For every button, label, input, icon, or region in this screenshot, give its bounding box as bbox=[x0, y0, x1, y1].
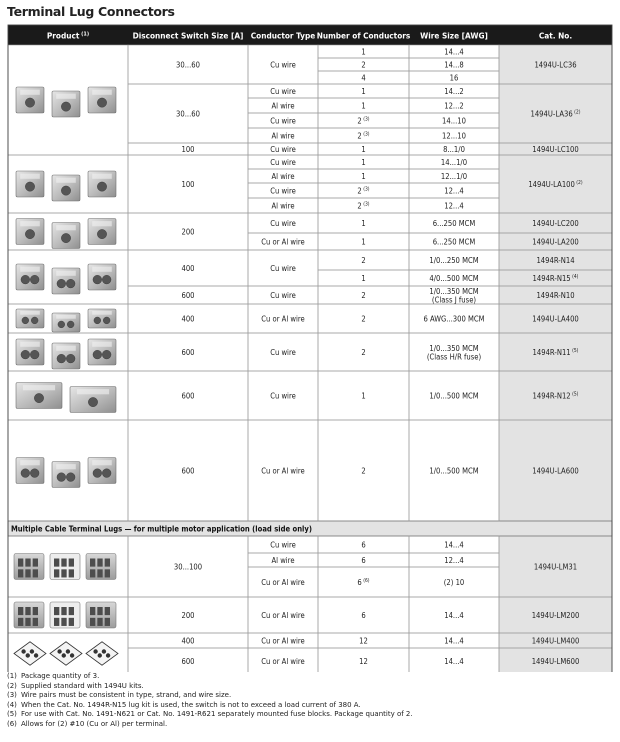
cat-no-value: 1494U-LM31 bbox=[533, 562, 578, 572]
wire-size-value: 14...2 bbox=[444, 86, 464, 96]
num-conductors-value: 2 bbox=[361, 60, 366, 70]
wire-size-value: 8...1/0 bbox=[443, 144, 465, 154]
wire-size-value: 1/0...250 MCM bbox=[429, 255, 479, 265]
footnotes bbox=[7, 672, 615, 730]
product-image-lm400-lm600 bbox=[14, 642, 118, 665]
conductor-type-value: Cu wire bbox=[270, 391, 296, 401]
footnote-text: For use with Cat. No. 1491-N621 or Cat. No. 1491-R621 separately mounted fuse blocks. Package quantity of 2. bbox=[21, 710, 413, 719]
footnote-text: When the Cat. No. 1494R-N15 lug kit is used, the switch is not to exceed a load current of 380 A. bbox=[21, 700, 361, 709]
wire-size-value-line2: (Class J fuse) bbox=[431, 295, 477, 305]
wire-size-value: 14...4 bbox=[444, 540, 464, 550]
switch-size-value: 200 bbox=[181, 610, 195, 620]
cat-no-value: 1494U-LC100 bbox=[532, 144, 579, 154]
cat-no-value: 1494U-LM600 bbox=[531, 656, 580, 666]
wire-size-value: 6 AWG...300 MCM bbox=[423, 314, 485, 324]
header-switch-size: Disconnect Switch Size [A] bbox=[132, 30, 244, 41]
conductor-type-value: Cu wire bbox=[270, 157, 296, 167]
num-conductors-value: 1 bbox=[361, 237, 366, 247]
num-conductors-value-footnote-ref: (3) bbox=[361, 201, 370, 208]
num-conductors-value: 2 $^{(3)}$ bbox=[357, 201, 370, 211]
conductor-type-value: Cu or Al wire bbox=[261, 577, 305, 587]
wire-size-value: 12...4 bbox=[444, 555, 464, 565]
conductor-type-value: Cu wire bbox=[270, 60, 296, 70]
num-conductors-value: 12 bbox=[359, 636, 368, 646]
wire-size-value: 14...10 bbox=[442, 116, 466, 126]
num-conductors-value: 1 bbox=[361, 171, 366, 181]
cat-no-value-footnote-ref: (5) bbox=[570, 347, 579, 354]
wire-size-value: 1/0...350 MCM bbox=[429, 287, 479, 296]
cat-no-value: 1494R-N11 $^{(5)}$ bbox=[532, 347, 579, 357]
product-image-n11 bbox=[16, 339, 116, 369]
wire-size-value: 4/0...500 MCM bbox=[429, 273, 479, 283]
conductor-type-value: Al wire bbox=[271, 131, 295, 141]
switch-size-value: 100 bbox=[181, 179, 195, 189]
num-conductors-value-footnote-ref: (3) bbox=[361, 186, 370, 193]
num-conductors-value: 6 bbox=[361, 610, 366, 620]
wire-size-value: 1/0...500 MCM bbox=[429, 466, 479, 476]
header-conductor-type: Conductor Type bbox=[250, 30, 316, 41]
num-conductors-value: 2 bbox=[361, 290, 366, 300]
num-conductors-value: 6 bbox=[361, 540, 366, 550]
footnote-item bbox=[7, 701, 615, 711]
wire-size-value: 14...4 bbox=[444, 636, 464, 646]
footnote-number: (6) bbox=[7, 719, 17, 728]
num-conductors-value: 1 bbox=[361, 157, 366, 167]
switch-size-value: 600 bbox=[181, 466, 195, 476]
product-image-lc36-la36-lc100 bbox=[16, 87, 116, 117]
footnote-text: Package quantity of 3. bbox=[21, 672, 100, 680]
num-conductors-value: 1 bbox=[361, 218, 366, 228]
footnote-item bbox=[7, 710, 615, 720]
switch-size-value: 30...60 bbox=[176, 60, 200, 70]
cat-no-value-footnote-ref: (2) bbox=[574, 179, 583, 186]
conductor-type-value: Cu wire bbox=[270, 86, 296, 96]
section-title-multiple-cable: Multiple Cable Terminal Lugs — for multiple motor application (load side only) bbox=[11, 524, 312, 534]
cat-no-value: 1494U-LA36 $^{(2)}$ bbox=[530, 109, 581, 119]
conductor-type-value: Cu or Al wire bbox=[261, 466, 305, 476]
num-conductors-value-footnote-ref: (3) bbox=[361, 131, 370, 138]
num-conductors-value-footnote-ref: (3) bbox=[361, 116, 370, 123]
num-conductors-value: 6 bbox=[361, 555, 366, 565]
cat-no-value: 1494U-LA200 bbox=[532, 237, 579, 247]
cat-no-value-footnote-ref: (4) bbox=[570, 273, 579, 280]
product-image-lc200-la200 bbox=[16, 219, 116, 249]
conductor-type-value: Al wire bbox=[271, 171, 295, 181]
conductor-type-value: Cu wire bbox=[270, 263, 296, 273]
num-conductors-value: 2 bbox=[361, 466, 366, 476]
conductor-type-value: Cu wire bbox=[270, 290, 296, 300]
wire-size-value: 14...4 bbox=[444, 47, 464, 57]
cat-no-value: 1494U-LA100 $^{(2)}$ bbox=[528, 179, 583, 189]
conductor-type-value: Cu wire bbox=[270, 540, 296, 550]
switch-size-value: 400 bbox=[181, 314, 195, 324]
num-conductors-value: 2 $^{(3)}$ bbox=[357, 131, 370, 141]
num-conductors-value: 2 $^{(3)}$ bbox=[357, 116, 370, 126]
num-conductors-value: 6 $^{(6)}$ bbox=[357, 577, 370, 587]
product-image-n12 bbox=[16, 383, 116, 413]
cat-no-value: 1494R-N15 $^{(4)}$ bbox=[532, 273, 579, 283]
conductor-type-value: Cu wire bbox=[270, 186, 296, 196]
product-image-la600 bbox=[16, 458, 116, 488]
conductor-type-value: Cu wire bbox=[270, 347, 296, 357]
switch-size-value: 600 bbox=[181, 347, 195, 357]
cat-no-value: 1494U-LC200 bbox=[532, 218, 579, 228]
wire-size-value: 12...4 bbox=[444, 201, 464, 211]
switch-size-value: 30...100 bbox=[173, 562, 203, 572]
conductor-type-value: Cu wire bbox=[270, 116, 296, 126]
footnote-number: (3) bbox=[7, 691, 17, 700]
wire-size-value: 14...4 bbox=[444, 610, 464, 620]
switch-size-value: 200 bbox=[181, 227, 195, 237]
product-image-la400 bbox=[16, 309, 116, 332]
header-num-conductors: Number of Conductors bbox=[316, 30, 411, 41]
switch-size-value: 600 bbox=[181, 290, 195, 300]
wire-size-value: 16 bbox=[449, 73, 459, 83]
wire-size-value: 14...8 bbox=[444, 60, 464, 70]
wire-size-value: 1/0...350 MCM bbox=[429, 344, 479, 353]
cat-no-value: 1494R-N14 bbox=[536, 255, 575, 265]
footnote-item bbox=[7, 720, 615, 730]
cat-no-value: 1494R-N10 bbox=[536, 290, 575, 300]
footnote-text: Wire pairs must be consistent in type, strand, and wire size. bbox=[21, 691, 232, 700]
cat-no-value-footnote-ref: (2) bbox=[572, 109, 581, 116]
wire-size-value: 12...1/0 bbox=[440, 171, 468, 181]
conductor-type-value: Cu wire bbox=[270, 144, 296, 154]
num-conductors-value: 4 bbox=[361, 73, 366, 83]
conductor-type-value: Cu or Al wire bbox=[261, 610, 305, 620]
footnote-item bbox=[7, 672, 615, 682]
footnote-item bbox=[7, 691, 615, 701]
footnote-number: (4) bbox=[7, 700, 17, 709]
wire-size-value: 1/0...500 MCM bbox=[429, 391, 479, 401]
cat-no-value: 1494U-LC36 bbox=[534, 60, 577, 70]
product-image-n14-n15-n10 bbox=[16, 264, 116, 294]
wire-size-value: 12...10 bbox=[442, 131, 466, 141]
switch-size-value: 30...60 bbox=[176, 109, 200, 119]
footnote-item bbox=[7, 682, 615, 692]
num-conductors-value: 2 bbox=[361, 255, 366, 265]
conductor-type-value: Cu or Al wire bbox=[261, 237, 305, 247]
wire-size-value-line2: (Class H/R fuse) bbox=[426, 352, 482, 362]
conductor-type-value: Cu or Al wire bbox=[261, 314, 305, 324]
wire-size-value: 6...250 MCM bbox=[432, 237, 476, 247]
header-product: Product $^{(1)}$ bbox=[46, 30, 90, 41]
footnote-number: (2) bbox=[7, 681, 17, 690]
switch-size-value: 100 bbox=[181, 144, 195, 154]
conductor-type-value: Cu or Al wire bbox=[261, 636, 305, 646]
num-conductors-value: 12 bbox=[359, 656, 368, 666]
conductor-type-value: Cu wire bbox=[270, 218, 296, 228]
conductor-type-value: Al wire bbox=[271, 201, 295, 211]
switch-size-value: 600 bbox=[181, 391, 195, 401]
num-conductors-value: 2 $^{(3)}$ bbox=[357, 186, 370, 196]
footnote-number: (1) bbox=[7, 672, 17, 680]
header-wire-size: Wire Size [AWG] bbox=[420, 30, 488, 41]
header-cat-no: Cat. No. bbox=[538, 30, 573, 41]
num-conductors-value: 1 bbox=[361, 391, 366, 401]
cat-no-value: 1494U-LA400 bbox=[532, 314, 579, 324]
num-conductors-value: 1 bbox=[361, 144, 366, 154]
switch-size-value: 400 bbox=[181, 636, 195, 646]
num-conductors-value: 2 bbox=[361, 347, 366, 357]
wire-size-value: (2) 10 bbox=[443, 577, 465, 587]
conductor-type-value: Cu or Al wire bbox=[261, 656, 305, 666]
cat-no-value-footnote-ref: (5) bbox=[570, 391, 579, 398]
product-image-lm200 bbox=[14, 602, 116, 628]
num-conductors-value: 1 bbox=[361, 101, 366, 111]
cat-no-value: 1494U-LM200 bbox=[531, 610, 580, 620]
cat-no-value: 1494U-LM400 bbox=[531, 636, 580, 646]
product-image-la100 bbox=[16, 171, 116, 201]
cat-no-value: 1494U-LA600 bbox=[532, 466, 579, 476]
num-conductors-value-footnote-ref: (6) bbox=[361, 577, 370, 584]
wire-size-value: 14...1/0 bbox=[440, 157, 468, 167]
header-product-note: (1) bbox=[79, 31, 90, 38]
wire-size-value: 12...4 bbox=[444, 186, 464, 196]
wire-size-value: 14...4 bbox=[444, 656, 464, 666]
cat-no-value: 1494R-N12 $^{(5)}$ bbox=[532, 391, 579, 401]
conductor-type-value: Al wire bbox=[271, 555, 295, 565]
switch-size-value: 600 bbox=[181, 656, 195, 666]
wire-size-value: 12...2 bbox=[444, 101, 464, 111]
num-conductors-value: 1 bbox=[361, 273, 366, 283]
footnote-text: Supplied standard with 1494U kits. bbox=[21, 681, 144, 690]
footnote-number: (5) bbox=[7, 710, 17, 719]
wire-size-value: 6...250 MCM bbox=[432, 218, 476, 228]
footnote-text: Allows for (2) #10 (Cu or Al) per terminal. bbox=[21, 719, 168, 728]
switch-size-value: 400 bbox=[181, 263, 195, 273]
num-conductors-value: 2 bbox=[361, 314, 366, 324]
page-title: Terminal Lug Connectors bbox=[7, 4, 175, 19]
product-image-lm31 bbox=[14, 554, 116, 580]
conductor-type-value: Al wire bbox=[271, 101, 295, 111]
num-conductors-value: 1 bbox=[361, 86, 366, 96]
num-conductors-value: 1 bbox=[361, 47, 366, 57]
